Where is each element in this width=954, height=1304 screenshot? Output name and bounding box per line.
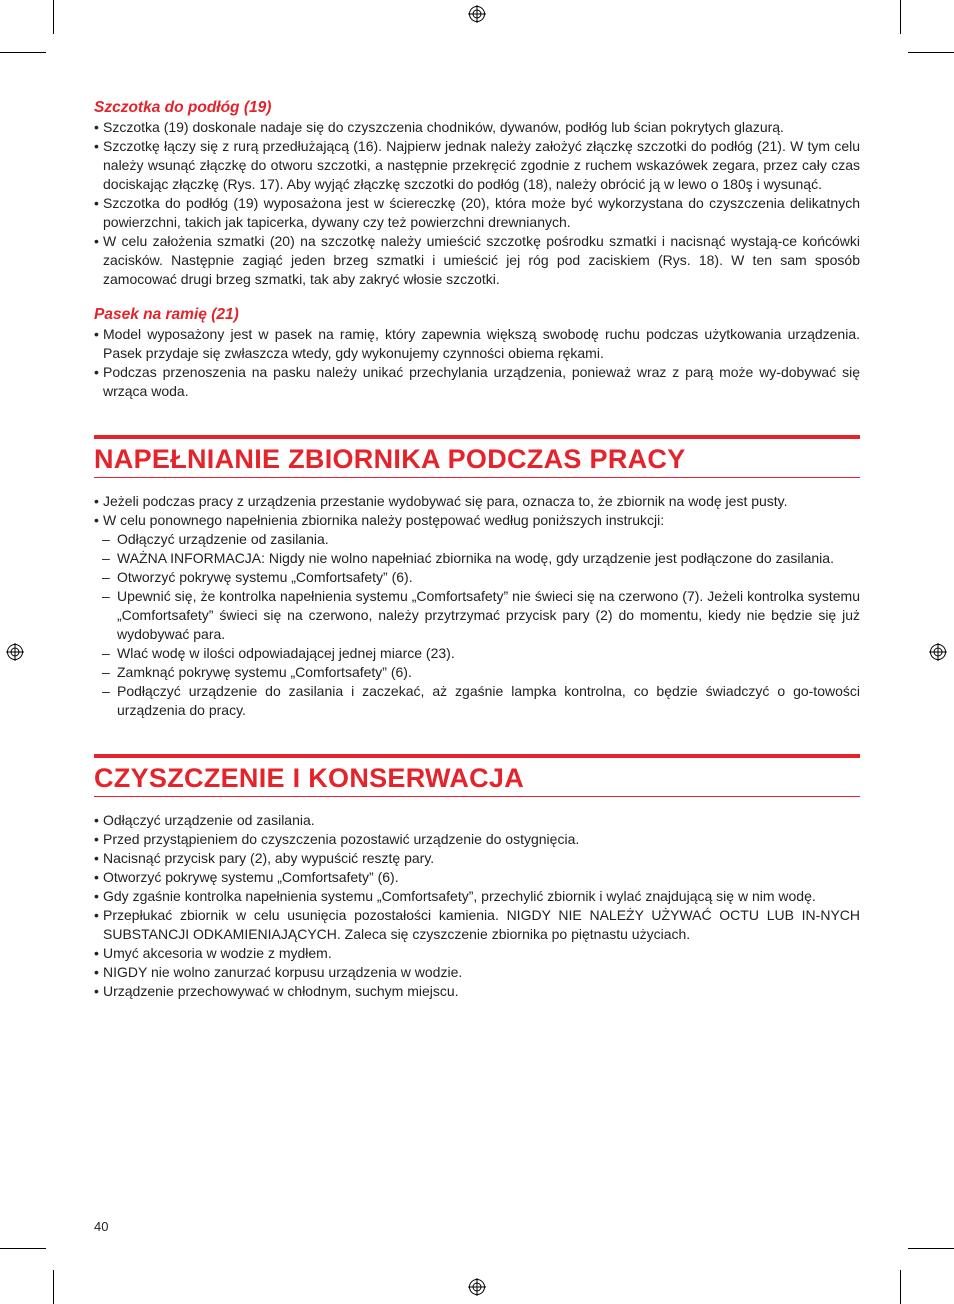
crop-mark xyxy=(0,1248,46,1249)
cleaning-section xyxy=(94,754,860,1001)
crop-mark xyxy=(53,1270,54,1304)
step-item: – Wlać wodę w ilości odpowiadającej jednej miarce (23). xyxy=(94,644,860,663)
section-heading-cleaning: CZYSZCZENIE I KONSERWACJA xyxy=(94,763,525,793)
list-item: • Przed przystąpieniem do czyszczenia pozostawić urządzenie do ostygnięcia. xyxy=(94,830,860,849)
crop-mark xyxy=(908,52,954,53)
step-item: – WAŻNA INFORMACJA: Nigdy nie wolno napełniać zbiornika na wodę, gdy urządzenie jest podłączone do zasilania. xyxy=(94,549,860,568)
subheading-floor-brush: Szczotka do podłóg (19) xyxy=(94,99,272,116)
page-number: 40 xyxy=(94,1219,109,1234)
subheading-shoulder-strap: Pasek na ramię (21) xyxy=(94,306,239,323)
list-item: • Umyć akcesoria w wodzie z mydłem. xyxy=(94,944,860,963)
list-item: • Jeżeli podczas pracy z urządzenia przestanie wydobywać się para, oznacza to, że zbiornik na wodę jest pusty. xyxy=(94,492,860,511)
crop-mark xyxy=(908,1248,954,1249)
list-item: • W celu założenia szmatki (20) na szczotkę należy umieścić szczotkę pośrodku szmatki i nacisnąć wystają-ce końcówki zacisków. Następnie zagiąć jeden brzeg szmatki i umieścić jej róg pod zaciskiem (Rys. 18). W ten sam sposób zamocować drugi brzeg szmatki, tak aby zakryć włosie szczotki. xyxy=(94,232,860,289)
crop-mark xyxy=(900,0,901,34)
list-item: • Otworzyć pokrywę systemu „Comfortsafety” (6). xyxy=(94,868,860,887)
registration-mark-icon xyxy=(468,5,486,23)
step-item: – Odłączyć urządzenie od zasilania. xyxy=(94,530,860,549)
list-item: • Szczotka (19) doskonale nadaje się do czyszczenia chodników, dywanów, podłóg lub ścian pokrytych glazurą. xyxy=(94,118,860,137)
registration-mark-icon xyxy=(6,643,24,661)
list-item: • Gdy zgaśnie kontrolka napełnienia systemu „Comfortsafety”, przechylić zbiornik i wylać znajdującą się w nim wodę. xyxy=(94,887,860,906)
list-item: • Podczas przenoszenia na pasku należy unikać przechylania urządzenia, ponieważ wraz z parą może wy-dobywać się wrząca woda. xyxy=(94,363,860,401)
list-item: • Nacisnąć przycisk pary (2), aby wypuścić resztę pary. xyxy=(94,849,860,868)
step-item: – Podłączyć urządzenie do zasilania i zaczekać, aż zgaśnie lampka kontrolna, co będzie świadczyć o go-towości urządzenia do pracy. xyxy=(94,682,860,720)
page-content xyxy=(94,98,860,1001)
step-item: – Otworzyć pokrywę systemu „Comfortsafety” (6). xyxy=(94,568,860,587)
section-heading-bar xyxy=(94,435,860,478)
section-heading-refill: NAPEŁNIANIE ZBIORNIKA PODCZAS PRACY xyxy=(94,444,686,474)
refill-section xyxy=(94,435,860,720)
crop-mark xyxy=(0,52,46,53)
step-item: – Zamknąć pokrywę systemu „Comfortsafety” (6). xyxy=(94,663,860,682)
cleaning-list xyxy=(94,811,860,1001)
list-item: • W celu ponownego napełnienia zbiornika należy postępować według poniższych instrukcji: xyxy=(94,511,860,530)
refill-steps-list xyxy=(94,530,860,720)
step-item: – Upewnić się, że kontrolka napełnienia systemu „Comfortsafety” nie świeci się na czerwono (7). Jeżeli kontrolka systemu „Comfortsafety” świeci się na czerwono, należy przytrzymać przycisk pary (2) do momentu, kiedy nie będzie się już wydobywać para. xyxy=(94,587,860,644)
registration-mark-icon xyxy=(468,1278,486,1296)
section-heading-bar xyxy=(94,754,860,797)
refill-list xyxy=(94,492,860,530)
shoulder-strap-list xyxy=(94,325,860,401)
crop-mark xyxy=(53,0,54,34)
list-item: • Szczotkę łączy się z rurą przedłużającą (16). Najpierw jednak należy założyć złączkę szczotki do podłóg (21). W tym celu należy wsunąć złączkę do otworu szczotki, a następnie przekręcić zgodnie z ruchem wskazówek zegara, przez cały czas dociskając złączkę (Rys. 17). Aby wyjąć złączkę szczotki do podłóg (18), należy obrócić ją w lewo o 180ş i wysunąć. xyxy=(94,137,860,194)
list-item: • NIGDY nie wolno zanurzać korpusu urządzenia w wodzie. xyxy=(94,963,860,982)
list-item: • Odłączyć urządzenie od zasilania. xyxy=(94,811,860,830)
list-item: • Urządzenie przechowywać w chłodnym, suchym miejscu. xyxy=(94,982,860,1001)
list-item: • Przepłukać zbiornik w celu usunięcia pozostałości kamienia. NIGDY NIE NALEŻY UŻYWAĆ OCTU LUB IN-NYCH SUBSTANCJI ODKAMIENIAJĄCYCH. Zaleca się czyszczenie zbiornika po piętnastu użyciach. xyxy=(94,906,860,944)
list-item: • Szczotka do podłóg (19) wyposażona jest w ściereczkę (20), która może być wykorzystana do czyszczenia delikatnych powierzchni, takich jak tapicerka, dywany czy też powierzchni drewnianych. xyxy=(94,194,860,232)
list-item: • Model wyposażony jest w pasek na ramię, który zapewnia większą swobodę ruchu podczas użytkowania urządzenia. Pasek przydaje się zwłaszcza wtedy, gdy wykonujemy czynności obiema rękami. xyxy=(94,325,860,363)
floor-brush-list xyxy=(94,118,860,289)
crop-mark xyxy=(900,1270,901,1304)
registration-mark-icon xyxy=(929,643,947,661)
